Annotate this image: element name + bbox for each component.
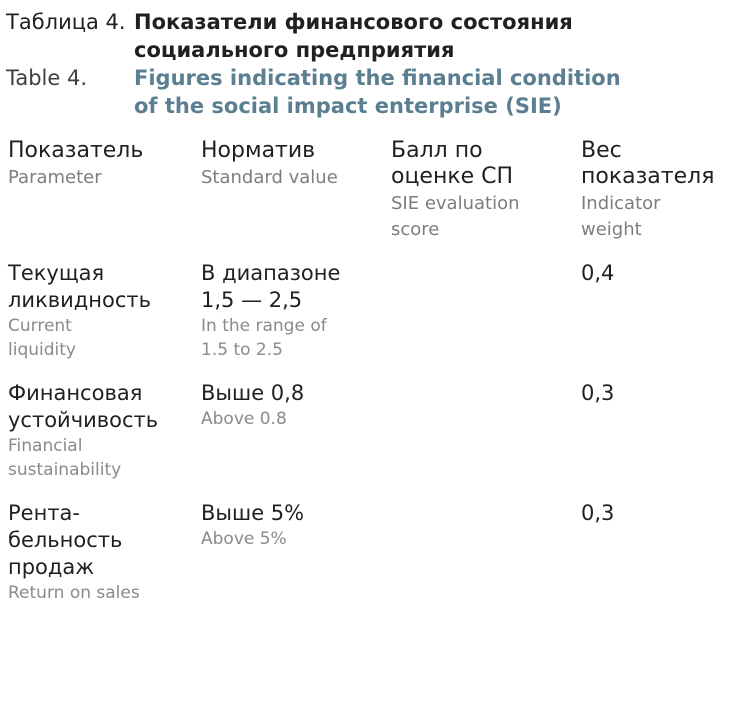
row2-parameter-ru-line1: Финансовая [8, 381, 143, 405]
row3-parameter [6, 492, 199, 615]
row2-standard-en-line1: Above 0.8 [201, 409, 287, 429]
row3-weight-value: 0,3 [581, 501, 615, 525]
row2-parameter-ru-line2: устойчивость [8, 408, 159, 432]
row1-indicator-weight [579, 252, 737, 372]
row1-standard-en-line2: 1.5 to 2.5 [201, 340, 283, 360]
row3-parameter-ru-line2: бельность [8, 528, 123, 552]
table-header-row [6, 130, 737, 252]
row3-standard-en-line1: Above 5% [201, 529, 287, 549]
caption-title-en-line2: of the social impact enterprise (SIE) [134, 94, 562, 118]
row1-weight-value: 0,4 [581, 261, 615, 285]
header-standard-ru: Норматив [201, 138, 316, 163]
caption-title-ru-line2: социального предприятия [134, 38, 455, 62]
table-row [6, 252, 737, 372]
header-score-en-line1: SIE evaluation [391, 193, 520, 214]
header-cell-sie-score [389, 130, 579, 252]
caption-title-en-line1: Figures indicating the financial condition [134, 66, 621, 90]
row1-parameter-ru-line2: ликвидность [8, 288, 152, 312]
header-score-en-line2: score [391, 219, 440, 240]
row1-parameter-en-line1: Current [8, 316, 72, 336]
row3-standard-value [199, 492, 389, 615]
row1-standard-ru-line1: В диапазоне [201, 261, 341, 285]
header-parameter-ru: Показатель [8, 138, 144, 163]
row3-standard-ru-line1: Выше 5% [201, 501, 305, 525]
row2-parameter-en-line1: Financial [8, 436, 83, 456]
caption-title-ru-line1: Показатели финансового состояния [134, 10, 573, 34]
header-parameter-en: Parameter [8, 167, 102, 188]
header-score-ru-line1: Балл по [391, 138, 483, 163]
header-score-ru-line2: оценке СП [391, 164, 514, 189]
header-weight-ru-line2: показателя [581, 164, 715, 189]
row1-standard-en-line1: In the range of [201, 316, 327, 336]
table-header [6, 130, 737, 252]
caption-row-ru [6, 8, 737, 64]
row1-standard-ru-line2: 1,5 — 2,5 [201, 288, 303, 312]
row2-sie-score [389, 372, 579, 492]
row2-weight-value: 0,3 [581, 381, 615, 405]
caption-title-en [134, 64, 621, 120]
header-standard-en: Standard value [201, 167, 338, 188]
header-weight-en-line2: weight [581, 219, 642, 240]
table-body [6, 252, 737, 615]
header-cell-parameter [6, 130, 199, 252]
financial-indicators-table [6, 130, 737, 615]
row1-parameter [6, 252, 199, 372]
row3-parameter-en-line1: Return on sales [8, 583, 140, 603]
caption-label-en: Table 4. [6, 66, 88, 90]
header-weight-ru-line1: Вес [581, 138, 622, 163]
row3-parameter-ru-line3: продаж [8, 555, 95, 579]
row1-standard-value [199, 252, 389, 372]
row1-sie-score [389, 252, 579, 372]
caption-label-ru: Таблица 4. [6, 10, 126, 34]
row2-parameter [6, 372, 199, 492]
header-cell-standard-value [199, 130, 389, 252]
header-weight-en-line1: Indicator [581, 193, 661, 214]
table-caption [6, 8, 737, 120]
row2-standard-value [199, 372, 389, 492]
caption-title-ru [134, 8, 573, 64]
row1-parameter-ru-line1: Текущая [8, 261, 105, 285]
row3-sie-score [389, 492, 579, 615]
row1-parameter-en-line2: liquidity [8, 340, 76, 360]
table-row [6, 372, 737, 492]
row2-parameter-en-line2: sustainability [8, 460, 122, 480]
header-cell-indicator-weight [579, 130, 737, 252]
table-row [6, 492, 737, 615]
caption-row-en [6, 64, 737, 120]
row3-parameter-ru-line1: Рента- [8, 501, 80, 525]
row2-indicator-weight [579, 372, 737, 492]
row2-standard-ru-line1: Выше 0,8 [201, 381, 305, 405]
row3-indicator-weight [579, 492, 737, 615]
